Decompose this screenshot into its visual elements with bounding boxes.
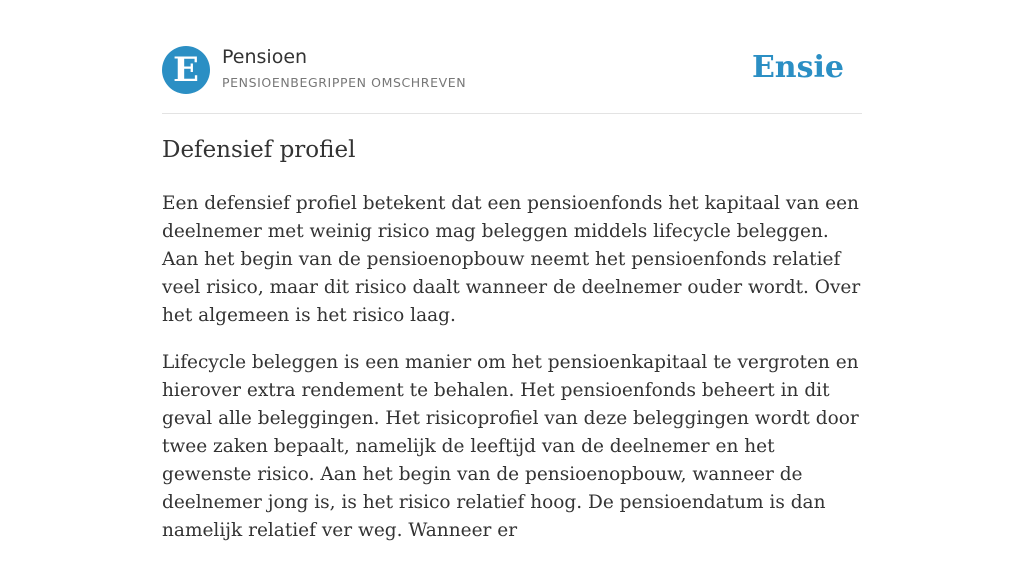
article-body: [162, 190, 862, 564]
site-subtitle: PENSIOENBEGRIPPEN OMSCHREVEN: [222, 75, 467, 90]
ensie-logo-icon[interactable]: E: [162, 46, 210, 94]
article-paragraph-2: Lifecycle beleggen is een manier om het pensioenkapitaal te vergroten en hierover extra rendement te behalen. Het pensioenfonds beheert in dit geval alle beleggingen. Het risicoprofiel van deze beleggingen wordt door twee zaken bepaalt, namelijk de leeftijd van de deelnemer en het gewenste risico. Aan het begin van de pensioenopbouw, wanneer de deelnemer jong is, is het risico relatief hoog. De pensioendatum is dan namelijk relatief ver weg. Wanneer er: [162, 352, 859, 541]
site-title[interactable]: Pensioen: [222, 46, 308, 68]
site-header: [162, 46, 862, 96]
article-title: Defensief profiel: [162, 137, 356, 163]
header-divider: [162, 113, 862, 114]
brand-wordmark[interactable]: Ensie: [751, 50, 844, 85]
article-paragraph-1: Een defensief profiel betekent dat een pensioenfonds het kapitaal van een deelnemer met weinig risico mag beleggen middels lifecycle beleggen. Aan het begin van de pensioenopbouw neemt het pensioenfonds relatief veel risico, maar dit risico daalt wanneer de deelnemer ouder wordt. Over het algemeen is het risico laag.: [162, 193, 861, 326]
